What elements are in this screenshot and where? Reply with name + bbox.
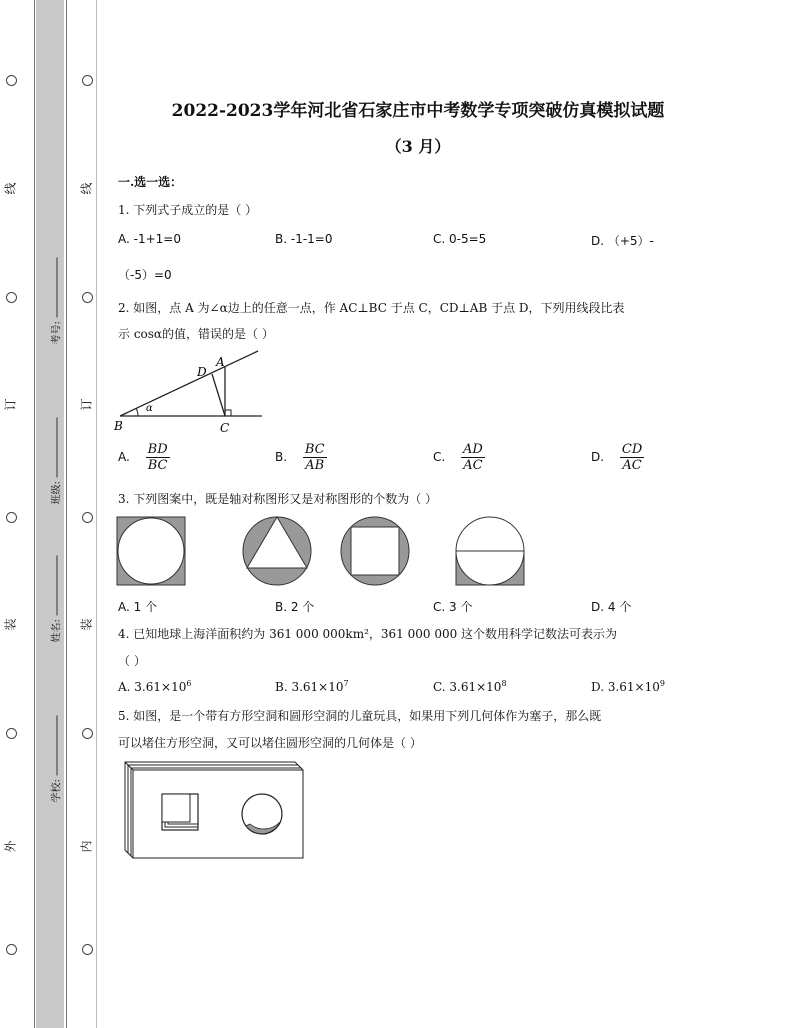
pattern-circle-in-square <box>117 517 185 585</box>
field-exam-number[interactable]: 考号: <box>48 255 63 345</box>
binding-label-outer: 外 <box>3 840 18 853</box>
page-title: 2022-2023学年河北省石家庄市中考数学专项突破仿真模拟试题 <box>171 101 665 121</box>
pattern-circle-half-square <box>456 517 524 585</box>
binding-strip <box>36 0 64 1028</box>
binding-label-outer: 订 <box>3 398 18 411</box>
question-4-line1: 4. 已知地球上海洋面积约为 361 000 000km²，361 000 000 这个数用科学记数法可表示为 <box>118 627 618 641</box>
binding-label-inner: 订 <box>79 398 94 411</box>
binding-hole <box>82 75 93 86</box>
q3-option-a[interactable]: A. 1 个 <box>118 600 158 614</box>
q1-option-a[interactable]: A. -1+1=0 <box>118 232 181 246</box>
question-3: 3. 下列图案中，既是轴对称图形又是对称图形的个数为（ ） <box>118 492 438 506</box>
binding-hole <box>82 512 93 523</box>
field-class[interactable]: 班级: <box>48 415 63 505</box>
binding-label-inner: 装 <box>79 618 94 631</box>
binding-label-outer: 线 <box>3 182 18 195</box>
label-alpha: α <box>146 403 153 414</box>
q1-option-b[interactable]: B. -1-1=0 <box>275 232 333 246</box>
binding-hole <box>82 728 93 739</box>
page-subtitle: （3 月） <box>385 137 451 156</box>
question-2-line1: 2. 如图，点 A 为∠α边上的任意一点，作 AC⊥BC 于点 C，CD⊥AB 于点 D，下列用线段比表 <box>118 301 625 315</box>
binding-hole <box>6 75 17 86</box>
q2-option-b[interactable]: B. $\frac{BC}{AB}$ <box>275 442 325 473</box>
round-hole <box>242 794 282 834</box>
question-2-line2: 示 cosα的值，错误的是（ ） <box>118 327 274 341</box>
q1-option-d[interactable]: D. （+5）- <box>591 234 654 248</box>
q2-triangle-figure <box>112 348 272 436</box>
question-1: 1. 下列式子成立的是（ ） <box>118 203 258 217</box>
question-4-line2: （ ） <box>118 654 146 668</box>
question-5-line1: 5. 如图，是一个带有方形空洞和圆形空洞的儿童玩具，如果用下列几何体作为塞子，那么既 <box>118 709 602 723</box>
q2-option-d[interactable]: D. $\frac{CD}{AC}$ <box>591 442 643 473</box>
q2-option-a[interactable]: A. $\frac{BD}{BC}$ <box>118 442 168 473</box>
binding-label-inner: 内 <box>79 840 94 853</box>
q1-option-d-continued: （-5）=0 <box>118 268 172 282</box>
binding-hole <box>6 292 17 303</box>
label-C: C <box>220 421 230 435</box>
binding-line-dashed <box>96 0 97 1028</box>
label-D: D <box>197 365 207 379</box>
binding-label-outer: 装 <box>3 618 18 631</box>
binding-hole <box>82 292 93 303</box>
field-name[interactable]: 姓名: <box>48 553 63 643</box>
q4-option-d[interactable]: D. $3.61\times 10^9$ <box>591 679 665 694</box>
binding-label-inner: 线 <box>79 182 94 195</box>
q4-option-a[interactable]: A. $3.61\times 10^6$ <box>118 679 192 694</box>
q3-option-b[interactable]: B. 2 个 <box>275 600 315 614</box>
q3-patterns <box>116 516 536 590</box>
binding-hole <box>6 512 17 523</box>
section-heading: 一.选一选： <box>118 175 183 189</box>
label-B: B <box>114 419 123 433</box>
label-A: A <box>216 355 225 369</box>
question-5-line2: 可以堵住方形空洞，又可以堵住圆形空洞的几何体是（ ） <box>118 736 422 750</box>
q3-option-c[interactable]: C. 3 个 <box>433 600 473 614</box>
binding-hole <box>6 944 17 955</box>
field-school[interactable]: 学校: <box>48 713 63 803</box>
pattern-triangle-in-circle <box>243 517 311 585</box>
q3-option-d[interactable]: D. 4 个 <box>591 600 632 614</box>
q5-toy-board-figure <box>122 758 308 862</box>
binding-hole <box>82 944 93 955</box>
binding-hole <box>6 728 17 739</box>
pattern-square-in-circle <box>341 517 409 585</box>
square-hole <box>162 794 198 830</box>
binding-line-inner <box>66 0 67 1028</box>
q4-option-b[interactable]: B. $3.61\times 10^7$ <box>275 679 349 694</box>
binding-line-outer <box>34 0 35 1028</box>
q1-option-c[interactable]: C. 0-5=5 <box>433 232 487 246</box>
q4-option-c[interactable]: C. $3.61\times 10^8$ <box>433 679 507 694</box>
q2-option-c[interactable]: C. $\frac{AD}{AC}$ <box>433 442 483 473</box>
